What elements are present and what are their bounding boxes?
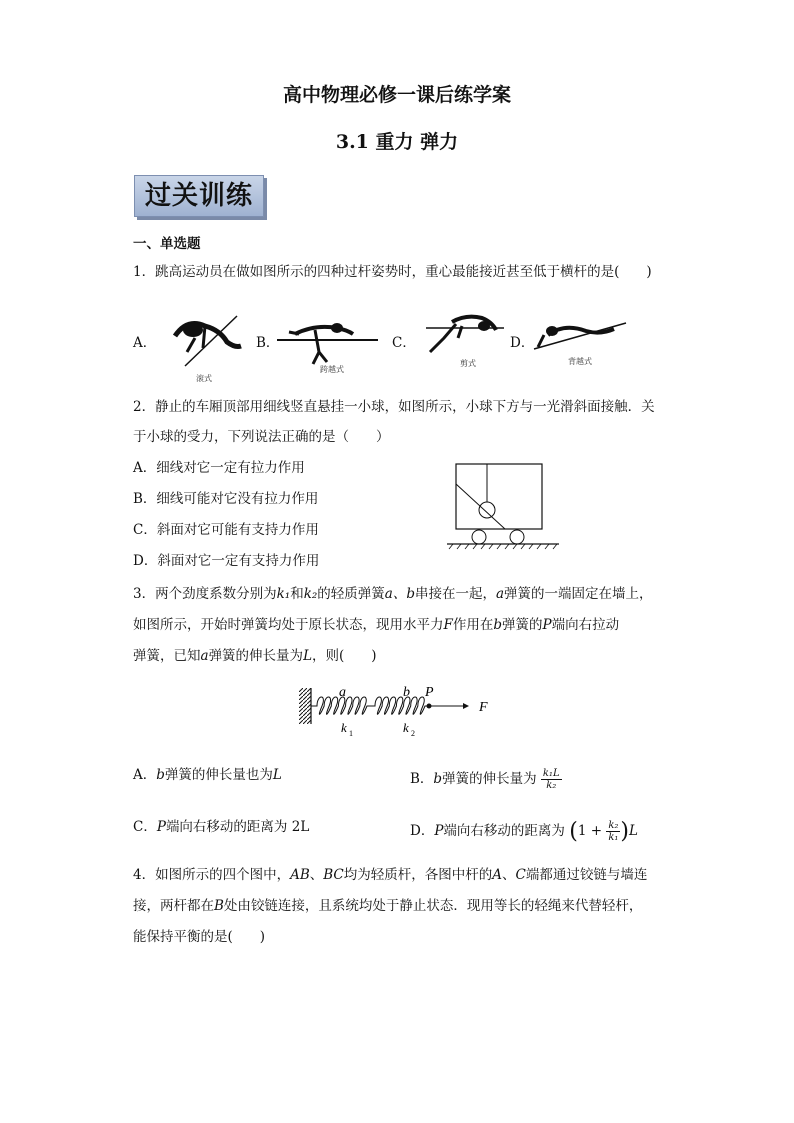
q3-option-b-fraction: $\frac{\text{k₁L}}{\text{k₂}}$ [542, 768, 560, 791]
q3-figure-springs [295, 680, 505, 742]
q3-option-d: D．P端向右移动的距离为 (1 + $\frac{\text{k₂}}{\text{k₁}}$ )L [410, 819, 638, 844]
q3-fig-label-k2-sub: 2 [411, 729, 415, 738]
q3-fig-label-p: P [425, 685, 434, 700]
q1-figure-straddle-style [275, 320, 380, 370]
q1-figure-rolling-style [165, 308, 250, 370]
q4-stem-line1: 4．如图所示的四个图中，AB、BC均为轻质杆，各图中杆的A、C端都通过铰链与墙连 [133, 867, 648, 883]
q3-stem-line3: 弹簧，已知a弹簧的伸长量为L，则( ) [133, 648, 377, 664]
section-subtitle: 3.1 重力 弹力 [335, 131, 459, 153]
q3-fig-label-f: F [479, 700, 488, 715]
q4-stem-line3: 能保持平衡的是( ) [133, 929, 266, 945]
q1-figure-scissors-style [422, 308, 507, 360]
q2-stem-line1: 2．静止的车厢顶部用细线竖直悬挂一小球，如图所示，小球下方与一光滑斜面接触．关 [133, 399, 655, 415]
q3-stem-line1: 3．两个劲度系数分别为k₁和k₂的轻质弹簧a、b串接在一起，a弹簧的一端固定在墙上， [133, 586, 653, 602]
q3-fig-label-k1: k [341, 720, 347, 735]
q1-option-b: B． [256, 335, 280, 351]
q1-caption-d: 背越式 [568, 357, 592, 366]
q2-option-b: B．细线可能对它没有拉力作用 [133, 491, 319, 507]
q1-caption-c: 剪式 [460, 359, 476, 368]
section-heading: 一、单选题 [133, 236, 201, 252]
q1-option-c: C． [392, 335, 416, 351]
q4-stem-line2: 接，两杆都在B处由铰链连接，且系统均处于静止状态．现用等长的轻绳来代替轻杆， [133, 898, 643, 914]
q1-option-d: D． [510, 335, 535, 351]
badge-label: 过关训练 [144, 181, 253, 211]
q2-option-a: A．细线对它一定有拉力作用 [133, 460, 305, 476]
q3-option-d-fraction: $\frac{\text{k₂}}{\text{k₁}}$ [608, 820, 619, 843]
q2-stem-line2: 于小球的受力，下列说法正确的是（ ） [133, 429, 390, 445]
q3-fig-label-k2: k [403, 720, 409, 735]
q3-fig-label-b: b [403, 685, 410, 700]
badge-guoguan-xunlian [134, 175, 264, 217]
q2-figure-carriage [443, 460, 563, 550]
q1-stem: 1．跳高运动员在做如图所示的四种过杆姿势时，重心最能接近甚至低于横杆的是( ) [133, 264, 652, 280]
q3-stem-line2: 如图所示，开始时弹簧均处于原长状态，现用水平力F作用在b弹簧的P端向右拉动 [133, 617, 620, 633]
q3-fig-label-a: a [339, 685, 346, 700]
q1-option-a: A． [133, 335, 157, 351]
q1-caption-b: 跨越式 [320, 365, 344, 374]
q3-option-b: B．b弹簧的伸长量为 $\frac{\text{k₁L}}{\text{k₂}}$ [410, 768, 560, 791]
q1-figure-fosbury-style [530, 315, 630, 355]
q3-fig-label-k1-sub: 1 [349, 729, 353, 738]
q3-option-c: C．P端向右移动的距离为 2L [133, 819, 310, 835]
q2-option-c: C．斜面对它可能有支持力作用 [133, 522, 319, 538]
q3-option-a: A．b弹簧的伸长量也为L [133, 767, 282, 783]
q2-option-d: D．斜面对它一定有支持力作用 [133, 553, 320, 569]
document-title: 高中物理必修一课后练学案 [282, 84, 511, 106]
q1-caption-a: 滚式 [196, 374, 212, 383]
